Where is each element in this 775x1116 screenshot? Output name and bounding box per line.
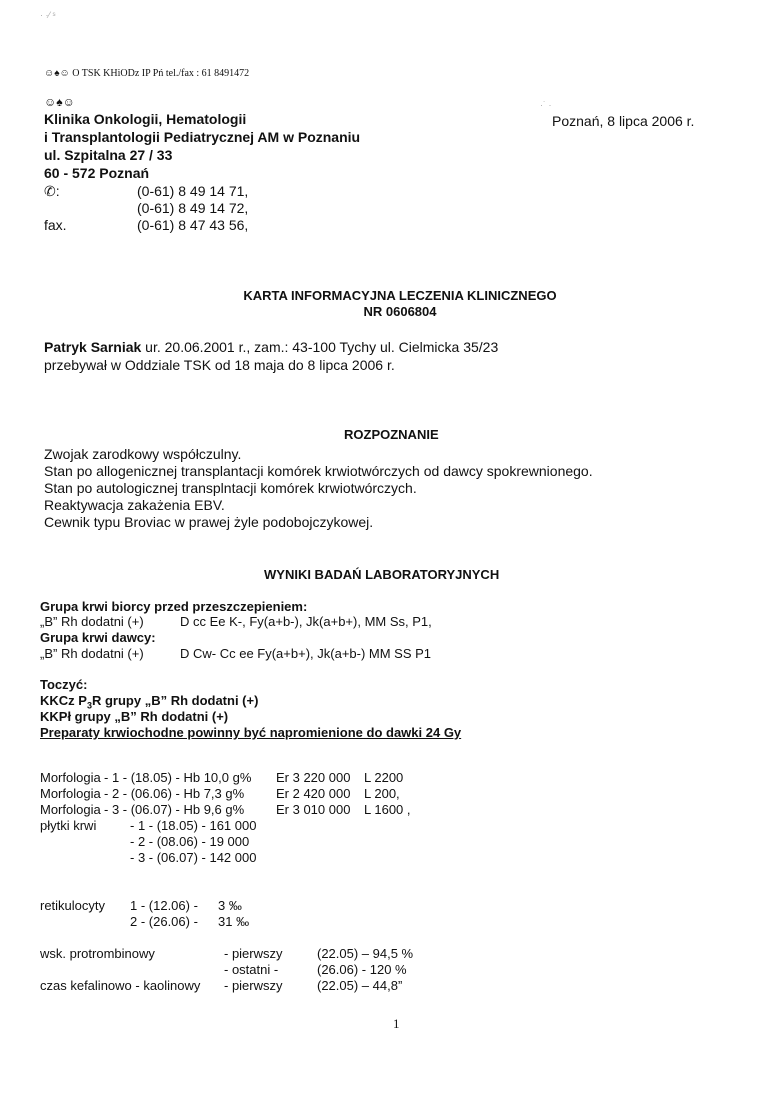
morphology-label: Morfologia: [40, 770, 101, 785]
page-number: 1: [393, 1016, 400, 1031]
diagnosis-line: Cewnik typu Broviac w prawej żyle podobojczykowej.: [44, 514, 374, 530]
morphology-er: Er 3 010 000: [276, 802, 351, 817]
clinic-name-line1: Klinika Onkologii, Hematologii: [44, 111, 247, 127]
header-topline: ☺♠☺ O TSK KHiODz IP Pń tel./fax : 61 8491472: [44, 68, 250, 79]
patient-details: ur. 20.06.2001 r., zam.: 43-100 Tychy ul. Cielmicka 35/23: [141, 339, 499, 355]
morphology-table: [40, 770, 411, 818]
diagnosis-line: Stan po autologicznej transplntacji komórek krwiotwórczych.: [44, 480, 417, 496]
morphology-l: L 1600 ,: [364, 802, 411, 817]
morphology-row: [40, 786, 411, 802]
morphology-hb: - 2 - (06.06) - Hb 7,3 g%: [104, 786, 245, 801]
morphology-label: Morfologia: [40, 786, 101, 801]
platelets-row: - 3 - (06.07) - 142 000: [130, 850, 257, 865]
phone-number-1: (0-61) 8 49 14 71,: [137, 183, 249, 199]
kkcz-prefix: KKCz P: [40, 693, 87, 708]
coag-order: - pierwszy: [224, 946, 283, 961]
morphology-label: Morfologia: [40, 802, 101, 817]
retic-value: 31 ‰: [218, 914, 250, 929]
diagnosis-line: Stan po allogenicznej transplantacji komórek krwiotwórczych od dawcy spokrewnionego.: [44, 463, 593, 479]
morphology-l: L 200,: [364, 786, 400, 801]
retic-date: 1 - (12.06) -: [130, 898, 198, 913]
retic-label: retikulocyty: [40, 898, 106, 913]
platelets-row: - 1 - (18.05) - 161 000: [130, 818, 257, 833]
morphology-l: L 2200: [364, 770, 404, 785]
document-date: Poznań, 8 lipca 2006 r.: [552, 113, 695, 129]
morphology-row: [40, 802, 411, 818]
phone-number-2: (0-61) 8 49 14 72,: [137, 200, 249, 216]
coag-order: - pierwszy: [224, 978, 283, 993]
coag-value: (26.06) - 120 %: [317, 962, 407, 977]
patient-name: Patryk Sarniak: [44, 339, 142, 355]
kkpl-line: KKPł grupy „B” Rh dodatni (+): [40, 709, 229, 724]
scan-speck: ·˙ ·: [540, 100, 552, 110]
donor-blood-antigens: D Cw- Cc ee Fy(a+b+), Jk(a+b-) MM SS P1: [180, 646, 432, 661]
recipient-blood-label: Grupa krwi biorcy przed przeszczepieniem:: [40, 599, 308, 614]
clinic-name-line2: i Transplantologii Pediatrycznej AM w Poznaniu: [44, 129, 361, 145]
recipient-blood-antigens: D cc Ee K-, Fy(a+b-), Jk(a+b+), MM Ss, P1,: [180, 614, 432, 629]
morphology-hb: - 3 - (06.07) - Hb 9,6 g%: [104, 802, 245, 817]
transfuse-label: Toczyć:: [40, 677, 88, 692]
diagnosis-line: Reaktywacja zakażenia EBV.: [44, 497, 225, 513]
donor-blood-label: Grupa krwi dawcy:: [40, 630, 156, 645]
patient-stay: przebywał w Oddziale TSK od 18 maja do 8 lipca 2006 r.: [44, 357, 395, 373]
coag-value: (22.05) – 94,5 %: [317, 946, 414, 961]
document-number: NR 0606804: [363, 304, 437, 319]
irradiation-note: Preparaty krwiochodne powinny być napromienione do dawki 24 Gy: [40, 725, 462, 740]
retic-date: 2 - (26.06) -: [130, 914, 198, 929]
fax-number: (0-61) 8 47 43 56,: [137, 217, 249, 233]
fax-label: fax.: [44, 217, 67, 233]
donor-blood-group: „B” Rh dodatni (+): [40, 646, 144, 661]
lab-heading: WYNIKI BADAŃ LABORATORYJNYCH: [264, 567, 500, 582]
kkcz-subscript: 3: [86, 700, 92, 711]
platelets-row: - 2 - (08.06) - 19 000: [130, 834, 250, 849]
diagnosis-line: Zwojak zarodkowy współczulny.: [44, 446, 242, 462]
scan-speck: · ·⁄ ˢ: [40, 10, 56, 20]
kkcz-suffix: R grupy „B” Rh dodatni (+): [91, 693, 259, 708]
clinic-street: ul. Szpitalna 27 / 33: [44, 147, 173, 163]
morphology-hb: - 1 - (18.05) - Hb 10,0 g%: [104, 770, 252, 785]
morphology-er: Er 2 420 000: [276, 786, 351, 801]
coag-label: wsk. protrombinowy: [40, 946, 155, 961]
coag-value: (22.05) – 44,8”: [317, 978, 403, 993]
morphology-row: [40, 770, 411, 786]
phone-icon: ✆:: [44, 183, 60, 199]
platelets-label: płytki krwi: [40, 818, 97, 833]
recipient-blood-group: „B” Rh dodatni (+): [40, 614, 144, 629]
header-icons: ☺♠☺: [44, 95, 75, 109]
retic-value: 3 ‰: [218, 898, 242, 913]
document-title: KARTA INFORMACYJNA LECZENIA KLINICZNEGO: [243, 288, 557, 303]
coag-order: - ostatni -: [224, 962, 279, 977]
diagnosis-heading: ROZPOZNANIE: [344, 427, 439, 442]
patient-line-1: [44, 339, 498, 356]
coag-label: czas kefalinowo - kaolinowy: [40, 978, 201, 993]
morphology-er: Er 3 220 000: [276, 770, 351, 785]
clinic-postal: 60 - 572 Poznań: [44, 165, 150, 181]
